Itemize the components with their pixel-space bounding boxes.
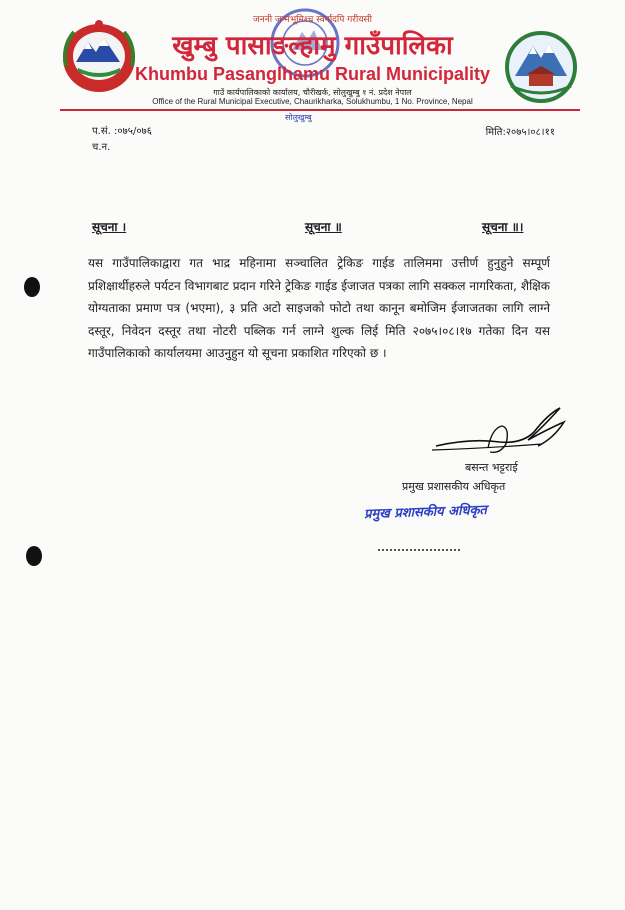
letter-date: मिति:२०७५।०८।११ [485,127,555,138]
binder-hole [24,277,40,297]
signatory-name: बसन्त भट्टराई [465,461,518,474]
notice-body: यस गाउँपालिकाद्वारा गत भाद्र महिनामा सञ्चालित ट्रेकिङ गाईड तालिममा उत्तीर्ण हुनुहुने सम्पूर्ण प्रशिक्षार्थीहरुले पर्यटन विभागबाट प्रदान गरिने ट्रेकिङ गाईड ईजाजत पत्रका लागि सक्कल नागरिकता, शैक्षिक योग्यताका प्रमाण पत्र (भएमा), ३ प्रति अटो साइजको फोटो तथा कानून बमोजिम ईजाजतका लागि लाग्ने दस्तूर, निवेदन दस्तूर तथा नोटरी पब्लिक गर्न लाग्ने शुल्क लिई मिति २०७५।०८।१७ गतेका दिन यस गाउँपालिकाको कार्यालयमा आउनुहुन यो सूचना प्रकाशित गरिएको छ । [88,256,550,360]
notice-heading-left: सूचना । [92,220,127,234]
notice-heading-right: सूचना ॥। [482,220,524,234]
designation-stamp: प्रमुख प्रशासकीय अधिकृत [363,502,488,523]
reference-block [92,124,152,156]
municipality-logo-icon [505,30,577,104]
signatory-designation: प्रमुख प्रशासकीय अधिकृत [402,480,506,493]
office-address-english: Office of the Rural Municipal Executive, Chaurikharka, Solukhumbu, 1 No. Province, Nepal [152,97,473,106]
notice-heading-center: सूचना ॥ [305,220,342,234]
handwritten-signature [430,398,570,460]
stamp-dotted-line [378,549,460,551]
letter-number: प.सं. :०७५/०७६ [92,126,152,137]
seal-caption: सोलुखुम्बु [285,113,312,122]
office-address-nepali: गाउँ कार्यपालिकाको कार्यालय, चौरीखर्क, सोलुखुम्बु १ नं. प्रदेश नेपाल [213,88,412,97]
binder-hole [26,546,42,566]
national-motto: जननी जन्मभूमिश्च स्वर्गादपि गरीयसी [253,15,372,25]
dispatch-number: च.न. [92,142,111,153]
municipality-name-nepali: खुम्बु पासाङल्हामु गाउँपालिका [172,31,453,61]
letterhead-divider [60,109,580,111]
municipality-name-english: Khumbu Pasanglhamu Rural Municipality [134,64,491,84]
